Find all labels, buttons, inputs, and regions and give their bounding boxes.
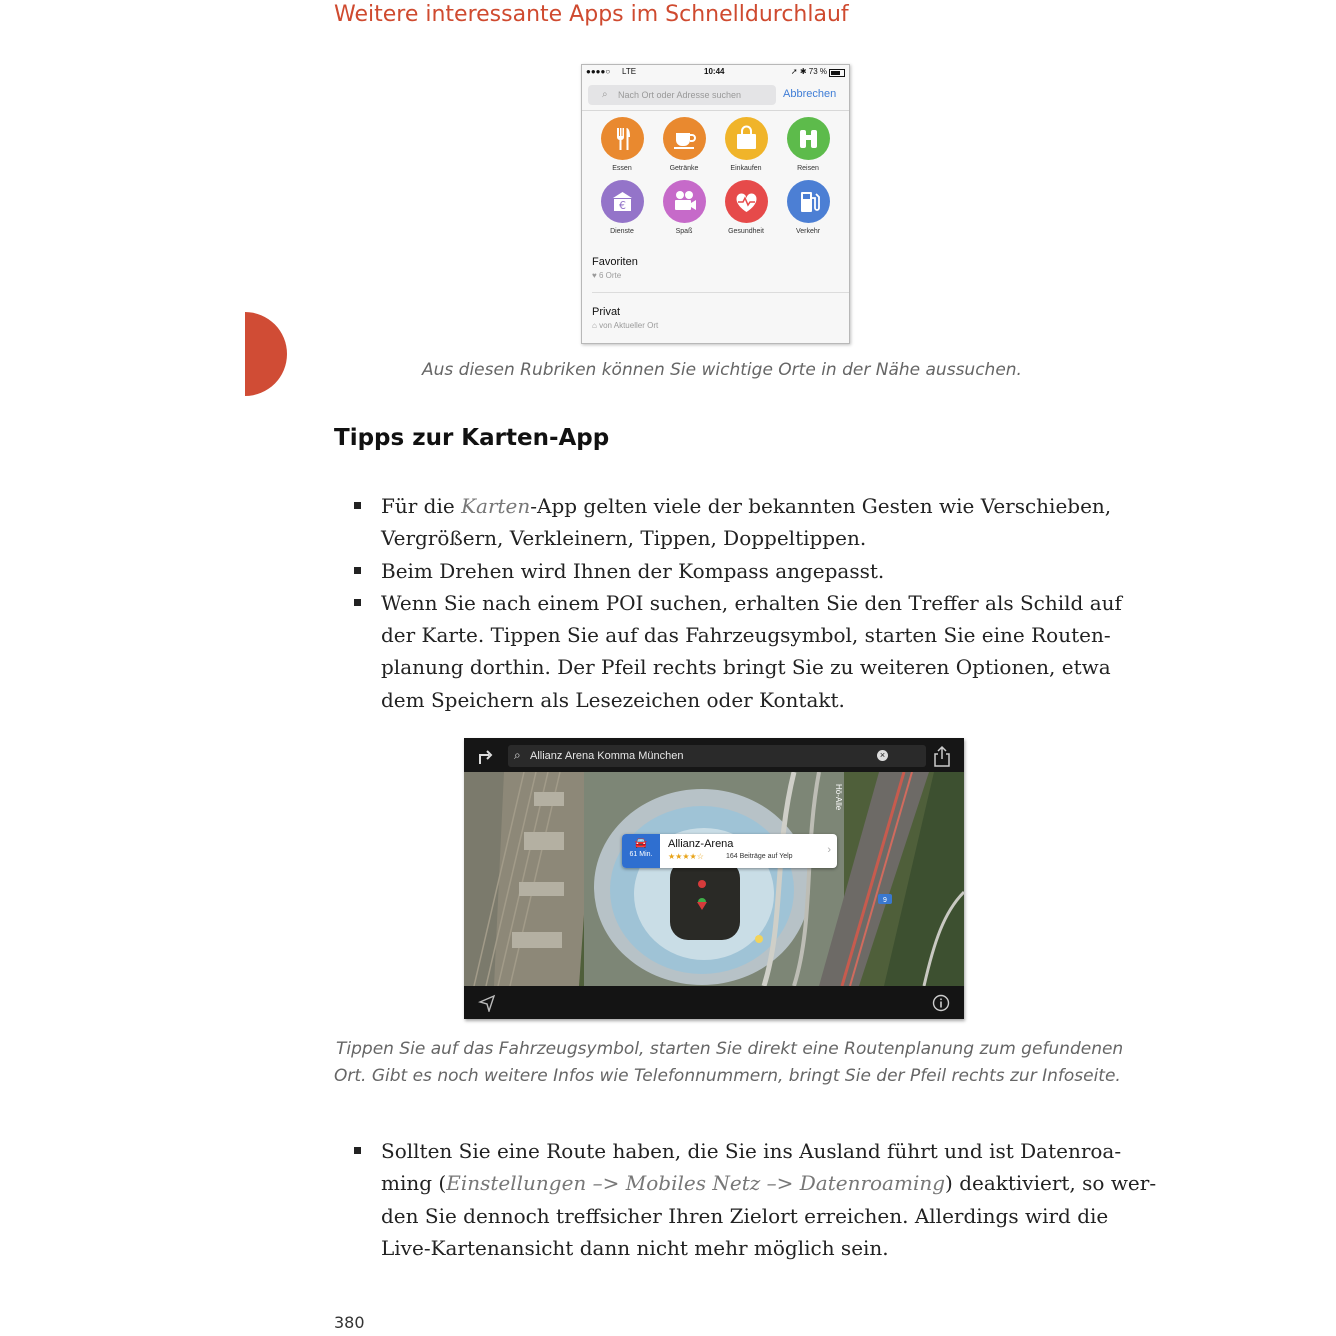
fuel-pump-icon: [787, 180, 830, 223]
page-number: 380: [334, 1313, 365, 1332]
signal-icon: ●●●●○: [586, 67, 611, 76]
search-placeholder: Nach Ort oder Adresse suchen: [618, 90, 742, 100]
chapter-tab-marker: [245, 312, 287, 396]
category-label: Gesundheit: [728, 228, 764, 235]
category-label: Verkehr: [795, 228, 821, 235]
figure-caption-2-line2: Ort. Gibt es noch weitere Infos wie Telefonnummern, bringt Sie der Pfeil rechts zur Infoseite.: [334, 1066, 1121, 1086]
section-heading: Tipps zur Karten-App: [334, 425, 610, 451]
favorites-row[interactable]: [582, 247, 849, 297]
coffee-cup-icon: [663, 117, 706, 160]
car-icon: 🚘: [634, 838, 648, 849]
category-spass[interactable]: [653, 180, 715, 235]
home-title: Privat: [592, 306, 621, 318]
map-toolbar: [464, 738, 964, 772]
home-row[interactable]: [582, 297, 849, 344]
house-icon: ⌂: [592, 321, 600, 330]
category-verkehr[interactable]: [777, 180, 839, 235]
list-item: Sollten Sie eine Route haben, die Sie ins Ausland führt und ist Datenroa- ming (Einstellungen –> Mobiles Netz –> Datenroaming) deaktiviert, so wer- den Sie dennoch treffsicher Ihren Zielort erreichen. Allerdings wird die Live-Kartenansicht dann nicht mehr möglich sein.: [352, 1135, 1112, 1264]
list-item: Für die Karten-App gelten viele der bekannten Gesten wie Verschieben, Vergrößern, Verkleinern, Tippen, Doppeltippen.: [352, 490, 1112, 555]
place-callout[interactable]: [622, 834, 837, 868]
svg-text:€: €: [618, 199, 626, 212]
bullet-marker: [354, 502, 361, 509]
search-icon: ⌕: [514, 748, 521, 762]
status-time: 10:44: [704, 67, 725, 76]
fork-knife-icon: [601, 117, 644, 160]
chevron-right-icon[interactable]: ›: [827, 844, 831, 856]
favorites-title: Favoriten: [592, 256, 638, 268]
bullet-marker: [354, 599, 361, 606]
map-search-input[interactable]: [508, 745, 926, 767]
location-arrow-icon[interactable]: [478, 994, 496, 1012]
drive-time: 61 Min.: [629, 851, 653, 858]
review-count: 164 Beiträge auf Yelp: [726, 853, 793, 860]
divider: [582, 110, 849, 111]
tips-list: [352, 490, 1122, 716]
carrier-label: LTE: [622, 67, 637, 76]
place-search-input[interactable]: [588, 85, 776, 105]
route-badge: 9: [883, 897, 887, 904]
map-search-text: Allianz Arena Komma München: [530, 750, 684, 762]
list-item: Wenn Sie nach einem POI suchen, erhalten Sie den Treffer als Schild auf der Karte. Tippen Sie auf das Fahrzeugsymbol, starten Sie eine Routen- planung dorthin. Der Pfeil rechts bringt Sie zu weiteren Optionen, etwa dem Speichern als Lesezeichen oder Kontakt.: [352, 587, 1112, 716]
category-reisen[interactable]: [777, 117, 839, 172]
search-icon: ⌕: [602, 89, 608, 100]
satellite-map[interactable]: [464, 772, 964, 986]
category-essen[interactable]: [591, 117, 653, 172]
list-item: Beim Drehen wird Ihnen der Kompass angepasst.: [352, 555, 1112, 587]
place-name: Allianz-Arena: [668, 838, 734, 850]
category-label: Getränke: [669, 165, 699, 172]
category-label: Reisen: [797, 165, 819, 172]
category-label: Essen: [612, 165, 632, 172]
share-icon[interactable]: [933, 745, 951, 767]
shopping-bag-icon: [725, 117, 768, 160]
category-getraenke[interactable]: [653, 117, 715, 172]
binoculars-icon: [787, 117, 830, 160]
bullet-marker: [354, 1147, 361, 1154]
euro-bank-icon: [601, 180, 644, 223]
heart-icon: ♥: [592, 271, 599, 280]
directions-icon[interactable]: [476, 746, 496, 766]
maps-result-screenshot: [464, 738, 964, 1019]
category-dienste[interactable]: [591, 180, 653, 235]
roaming-tip-list: [352, 1135, 1157, 1264]
battery-icon: [829, 69, 845, 77]
status-bar: [582, 65, 849, 79]
film-camera-icon: [663, 180, 706, 223]
divider: [592, 292, 849, 293]
favorites-subtitle: ♥ 6 Orte: [592, 271, 622, 280]
drive-route-button[interactable]: [622, 834, 660, 868]
figure-caption-2-line1: Tippen Sie auf das Fahrzeugsymbol, starten Sie direkt eine Routenplanung zum gefundenen: [336, 1039, 1124, 1059]
rating-stars: ★★★★☆: [668, 852, 704, 861]
info-icon[interactable]: [932, 994, 950, 1012]
bullet-marker: [354, 567, 361, 574]
road-label: Hö-Alle: [834, 784, 843, 811]
figure-caption-1: Aus diesen Rubriken können Sie wichtige Orte in der Nähe aussuchen.: [422, 360, 1022, 380]
category-einkaufen[interactable]: [715, 117, 777, 172]
battery-percent: ➚ ✱ 73 %: [790, 67, 827, 76]
category-label: Dienste: [610, 228, 634, 235]
clear-icon[interactable]: ×: [877, 750, 888, 761]
category-label: Einkaufen: [730, 165, 762, 172]
home-subtitle: ⌂ von Aktueller Ort: [592, 321, 659, 330]
running-head: Weitere interessante Apps im Schnelldurchlauf: [334, 2, 849, 27]
cancel-button[interactable]: Abbrechen: [783, 88, 837, 100]
maps-search-screenshot: [581, 64, 850, 344]
heart-pulse-icon: [725, 180, 768, 223]
category-label: Spaß: [675, 228, 693, 235]
map-bottom-bar: [464, 986, 964, 1019]
category-gesundheit[interactable]: [715, 180, 777, 235]
